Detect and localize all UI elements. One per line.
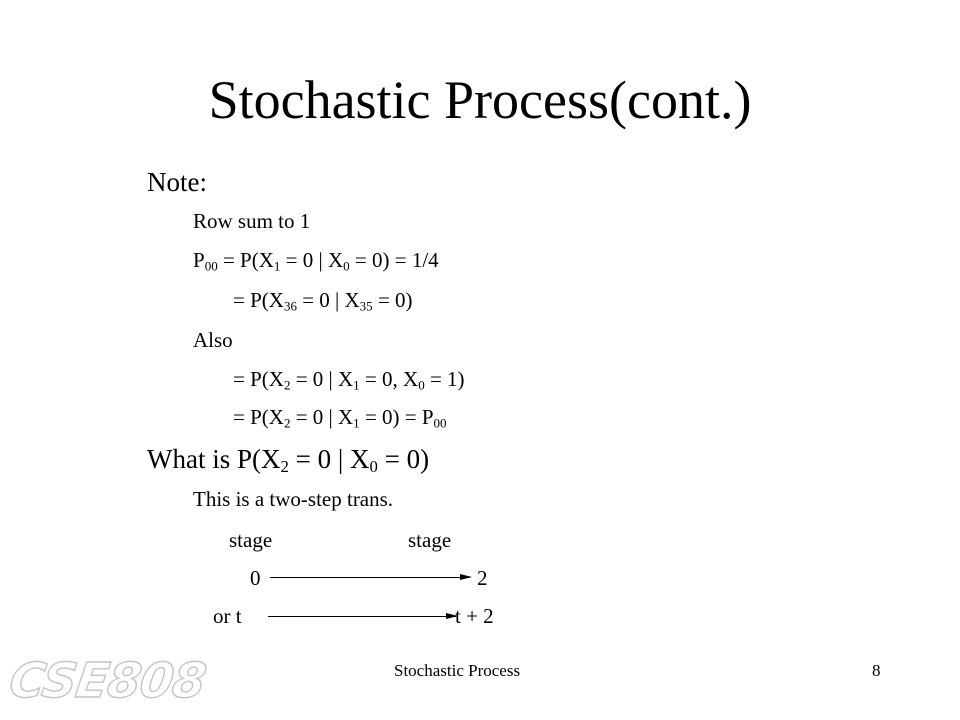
t-plus-2-label: t + 2 — [455, 604, 494, 628]
question-heading: What is $P(X_2 = 0$ | $X_0 = 0$) — [147, 444, 430, 477]
transition-arrow-2 — [268, 616, 456, 617]
stage-right-label: stage — [408, 528, 452, 552]
row-sum-text: Row sum to 1 — [193, 209, 311, 233]
or-t-label: or t — [213, 604, 242, 628]
state-0-label: 0 — [250, 566, 261, 590]
equation-line-1: = $P(X_{36} = 0$ | $X_{35} = 0$) — [233, 288, 413, 314]
slide-title: Stochastic Process(cont.) — [208, 70, 752, 130]
equation-line-2: = $P(X_2 = 0$ | $X_1 = 0$, $X_0 = 1$) — [233, 367, 465, 393]
note-heading: Note: — [147, 167, 207, 197]
also-text: Also — [193, 328, 233, 352]
slide-number: 8 — [872, 661, 881, 680]
state-2-label: 2 — [477, 566, 488, 590]
transition-arrow-1 — [270, 577, 470, 578]
footer-title: Stochastic Process — [394, 661, 521, 680]
p00-equation: $P_{00} = P(X_1 = 0$ | $X_0 = 0) = 1/4$ — [193, 248, 439, 274]
two-step-text: This is a two-step trans. — [193, 487, 394, 511]
equation-line-3: = $P(X_2 = 0$ | $X_1 = 0) = P_{00}$ — [233, 405, 447, 431]
stage-left-label: stage — [229, 528, 273, 552]
cse808-logo: CSE808 — [6, 653, 210, 709]
